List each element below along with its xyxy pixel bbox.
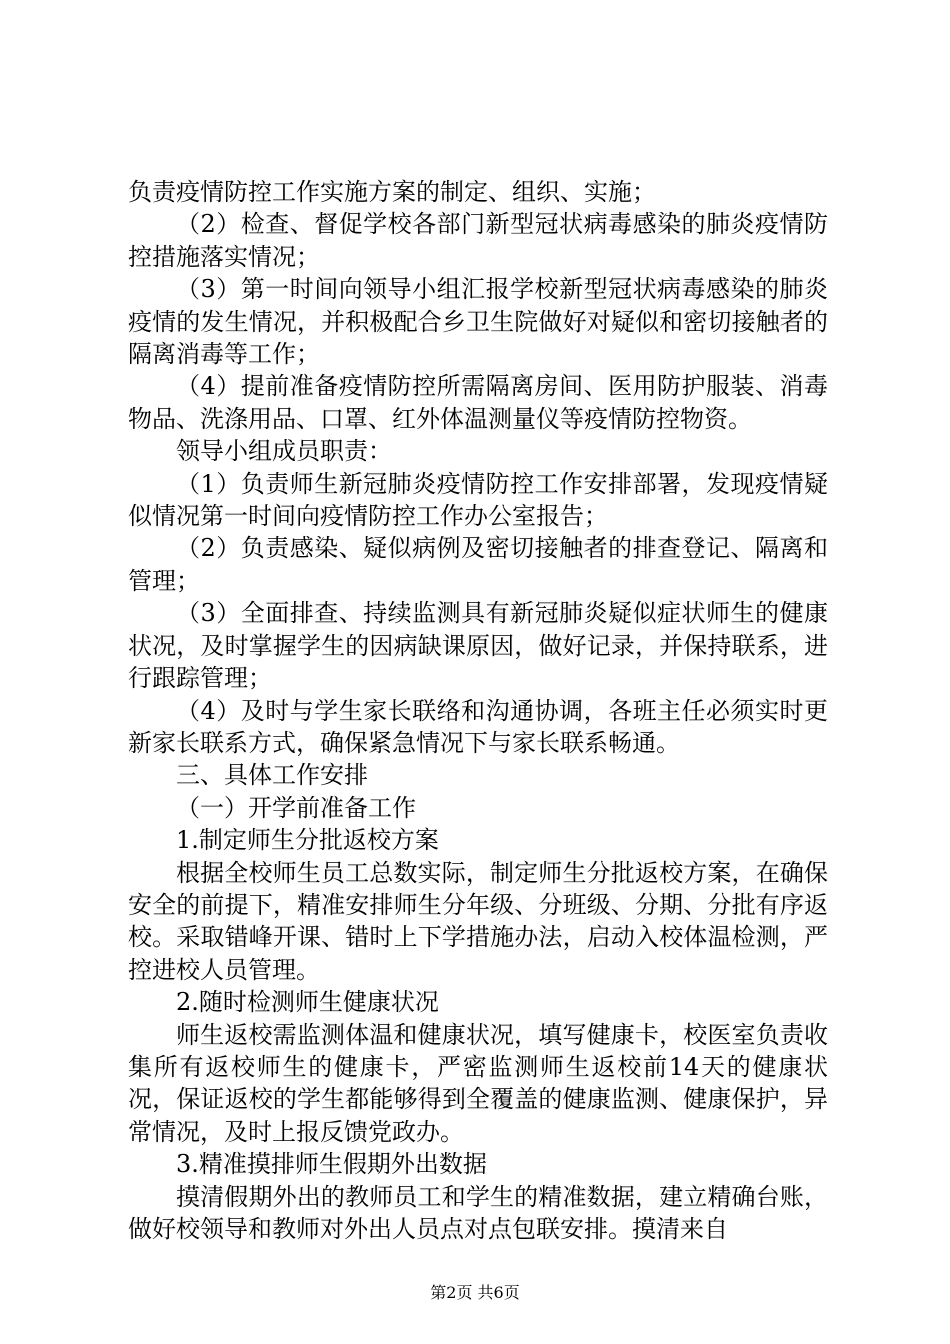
document-body [128, 176, 828, 1245]
paragraph: 领导小组成员职责： [176, 437, 392, 466]
paragraph: 负责疫情防控工作实施方案的制定、组织、实施； [128, 178, 656, 206]
paragraph: 根据全校师生员工总数实际，制定师生分批返校方案，在确保安全的前提下，精准安排师生分年级、分班级、分期、分批有序返校。采取错峰开课、错时上下学措施办法，启动入校体温检测，严控进校人员管理。 [128, 858, 828, 984]
page-number-footer: 第2页 共6页 [430, 1283, 520, 1302]
item-heading: 1.制定师生分批返校方案 [176, 826, 439, 855]
section-heading: 三、具体工作安排 [176, 761, 368, 790]
subsection-heading: （一）开学前准备工作 [176, 793, 416, 822]
item-heading: 2.随时检测师生健康状况 [176, 988, 439, 1017]
paragraph: （3）第一时间向领导小组汇报学校新型冠状病毒感染的肺炎疫情的发生情况，并积极配合乡卫生院做好对疑似和密切接触者的隔离消毒等工作； [128, 275, 828, 369]
paragraph: （1）负责师生新冠肺炎疫情防控工作安排部署，发现疫情疑似情况第一时间向疫情防控工作办公室报告； [128, 469, 828, 531]
paragraph: （3）全面排查、持续监测具有新冠肺炎疑似症状师生的健康状况，及时掌握学生的因病缺课原因，做好记录，并保持联系，进行跟踪管理； [128, 599, 828, 693]
paragraph: 摸清假期外出的教师员工和学生的精准数据，建立精确台账，做好校领导和教师对外出人员点对点包联安排。摸清来自 [128, 1182, 828, 1243]
paragraph: （2）负责感染、疑似病例及密切接触者的排查登记、隔离和管理； [128, 534, 828, 595]
paragraph: （4）提前准备疫情防控所需隔离房间、医用防护服装、消毒物品、洗涤用品、口罩、红外体温测量仪等疫情防控物资。 [128, 372, 828, 433]
paragraph: （2）检查、督促学校各部门新型冠状病毒感染的肺炎疫情防控措施落实情况； [128, 210, 828, 271]
item-heading: 3.精准摸排师生假期外出数据 [176, 1150, 487, 1179]
paragraph: 师生返校需监测体温和健康状况，填写健康卡，校医室负责收集所有返校师生的健康卡，严密监测师生返校前14天的健康状况，保证返校的学生都能够得到全覆盖的健康监测、健康保护，异常情况，及时上报反馈党政办。 [128, 1020, 828, 1146]
paragraph: （4）及时与学生家长联络和沟通协调，各班主任必须实时更新家长联系方式，确保紧急情况下与家长联系畅通。 [128, 696, 828, 757]
